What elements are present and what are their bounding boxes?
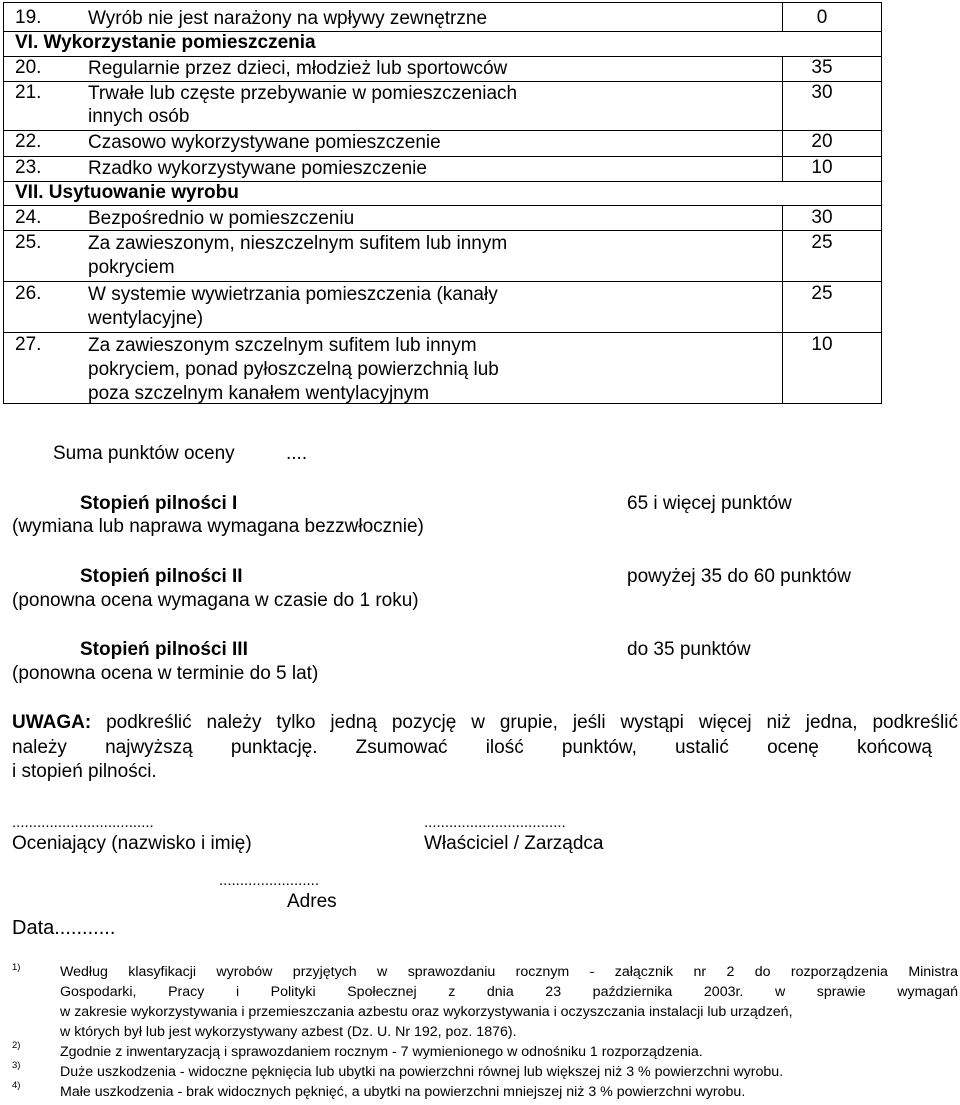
- grade-3-range: do 35 punktów: [627, 639, 751, 660]
- grade-2-title: Stopień pilności II: [80, 566, 243, 587]
- row-number: 20.: [15, 57, 42, 78]
- row-text: pokryciem, ponad pyłoszczelną powierzchnią lub: [88, 359, 499, 380]
- row-number: 22.: [15, 131, 42, 152]
- note-text: podkreślić należy tylko jedną pozycję w grupie, jeśli wystąpi więcej niż jedna, podkreślić: [106, 712, 958, 733]
- footnote-2-line: Zgodnie z inwentaryzacją i sprawozdaniem rocznym - 7 wymienionego w odnośniku 1 rozporządzenia.: [60, 1044, 703, 1060]
- footnote-4-mark: 4): [12, 1080, 21, 1091]
- section-title: VI. Wykorzystanie pomieszczenia: [15, 32, 316, 53]
- row-points: 30: [811, 82, 833, 103]
- grade-1-desc: (wymiana lub naprawa wymagana bezzwłocznie): [12, 516, 424, 537]
- row-points: 30: [811, 207, 833, 228]
- row-points: 35: [811, 57, 833, 78]
- row-text: Rzadko wykorzystywane pomieszczenie: [88, 158, 427, 179]
- grade-1-range: 65 i więcej punktów: [627, 493, 792, 514]
- footnote-3-line: Duże uszkodzenia - widoczne pęknięcia lub ubytki na powierzchni równej lub większej niż 3 % powierzchni wyrobu.: [60, 1064, 784, 1080]
- row-text: Czasowo wykorzystywane pomieszczenie: [88, 132, 441, 153]
- row-points: 25: [811, 232, 833, 253]
- note-label: UWAGA:: [12, 712, 92, 733]
- row-number: 25.: [15, 232, 42, 253]
- grade-3-desc: (ponowna ocena w terminie do 5 lat): [12, 663, 319, 684]
- row-text: Regularnie przez dzieci, młodzież lub sportowców: [88, 58, 508, 79]
- row-points: 10: [811, 334, 833, 355]
- table-divider: [4, 332, 881, 333]
- row-points: 0: [816, 7, 828, 28]
- row-number: 19.: [15, 7, 42, 28]
- date-label: Data...........: [12, 917, 116, 939]
- row-points: 20: [811, 131, 833, 152]
- row-number: 26.: [15, 283, 42, 304]
- row-text: Za zawieszonym szczelnym sufitem lub innym: [88, 335, 477, 356]
- sum-label: Suma punktów oceny: [53, 443, 235, 464]
- footnote-1-line: w których był lub jest wykorzystywany azbest (Dz. U. Nr 192, poz. 1876).: [60, 1024, 517, 1040]
- points-column-divider: [782, 206, 783, 403]
- footnote-2-mark: 2): [12, 1040, 21, 1051]
- row-text: Trwałe lub częste przebywanie w pomieszczeniach: [88, 83, 518, 104]
- footnote-1-line: Według klasyfikacji wyrobów przyjętych w sprawozdaniu rocznym - załącznik nr 2 do rozporządzenia Ministra: [60, 964, 958, 980]
- footnote-3-mark: 3): [12, 1060, 21, 1071]
- note-line-1: [12, 712, 958, 734]
- row-points: 25: [811, 283, 833, 304]
- assessor-signature-dots: ..................................: [12, 814, 154, 831]
- owner-signature-dots: ..................................: [424, 814, 566, 831]
- points-column-divider: [782, 56, 783, 182]
- table-divider: [4, 205, 881, 206]
- row-number: 24.: [15, 207, 42, 228]
- row-text: pokryciem: [88, 257, 175, 278]
- points-column-divider: [782, 3, 783, 32]
- address-label: Adres: [287, 891, 337, 912]
- row-number: 27.: [15, 334, 42, 355]
- row-text: W systemie wywietrzania pomieszczenia (kanały: [88, 284, 498, 305]
- row-text: wentylacyjne): [88, 308, 204, 329]
- row-number: 23.: [15, 157, 42, 178]
- table-divider: [4, 281, 881, 282]
- row-text: poza szczelnym kanałem wentylacyjnym: [88, 383, 430, 404]
- row-text: Za zawieszonym, nieszczelnym sufitem lub innym: [88, 233, 508, 254]
- note-line-2: należy najwyższą punktację. Zsumować ilość punktów, ustalić ocenę końcową: [12, 737, 932, 758]
- grade-2-desc: (ponowna ocena wymagana w czasie do 1 roku): [12, 590, 419, 611]
- footnote-1-line: w zakresie wykorzystywania i przemieszczania azbestu oraz wykorzystywania i oczyszczania instalacji lub urządzeń,: [60, 1004, 793, 1020]
- footnote-1-line: Gospodarki, Pracy i Polityki Społecznej z dnia 23 października 2003r. w sprawie wymagań: [60, 984, 958, 1000]
- grade-2-range: powyżej 35 do 60 punktów: [627, 566, 851, 587]
- assessment-table: [3, 2, 882, 404]
- row-text: Bezpośrednio w pomieszczeniu: [88, 208, 355, 229]
- table-divider: [4, 230, 881, 231]
- row-number: 21.: [15, 82, 42, 103]
- assessor-label: Oceniający (nazwisko i imię): [12, 833, 252, 854]
- note-line-3: i stopień pilności.: [12, 761, 157, 782]
- grade-3-title: Stopień pilności III: [80, 639, 248, 660]
- grade-1-title: Stopień pilności I: [80, 493, 238, 514]
- row-text: Wyrób nie jest narażony na wpływy zewnętrzne: [88, 8, 488, 29]
- address-dots: ........................: [219, 872, 320, 889]
- row-points: 10: [811, 157, 833, 178]
- footnote-1-mark: 1): [12, 962, 21, 973]
- sum-value: ....: [286, 443, 308, 464]
- footnote-4-line: Małe uszkodzenia - brak widocznych pęknięć, a ubytki na powierzchni mniejszej niż 3 % powierzchni wyrobu.: [60, 1084, 746, 1100]
- row-text: innych osób: [88, 106, 190, 127]
- section-title: VII. Usytuowanie wyrobu: [15, 182, 239, 203]
- owner-label: Właściciel / Zarządca: [424, 833, 604, 854]
